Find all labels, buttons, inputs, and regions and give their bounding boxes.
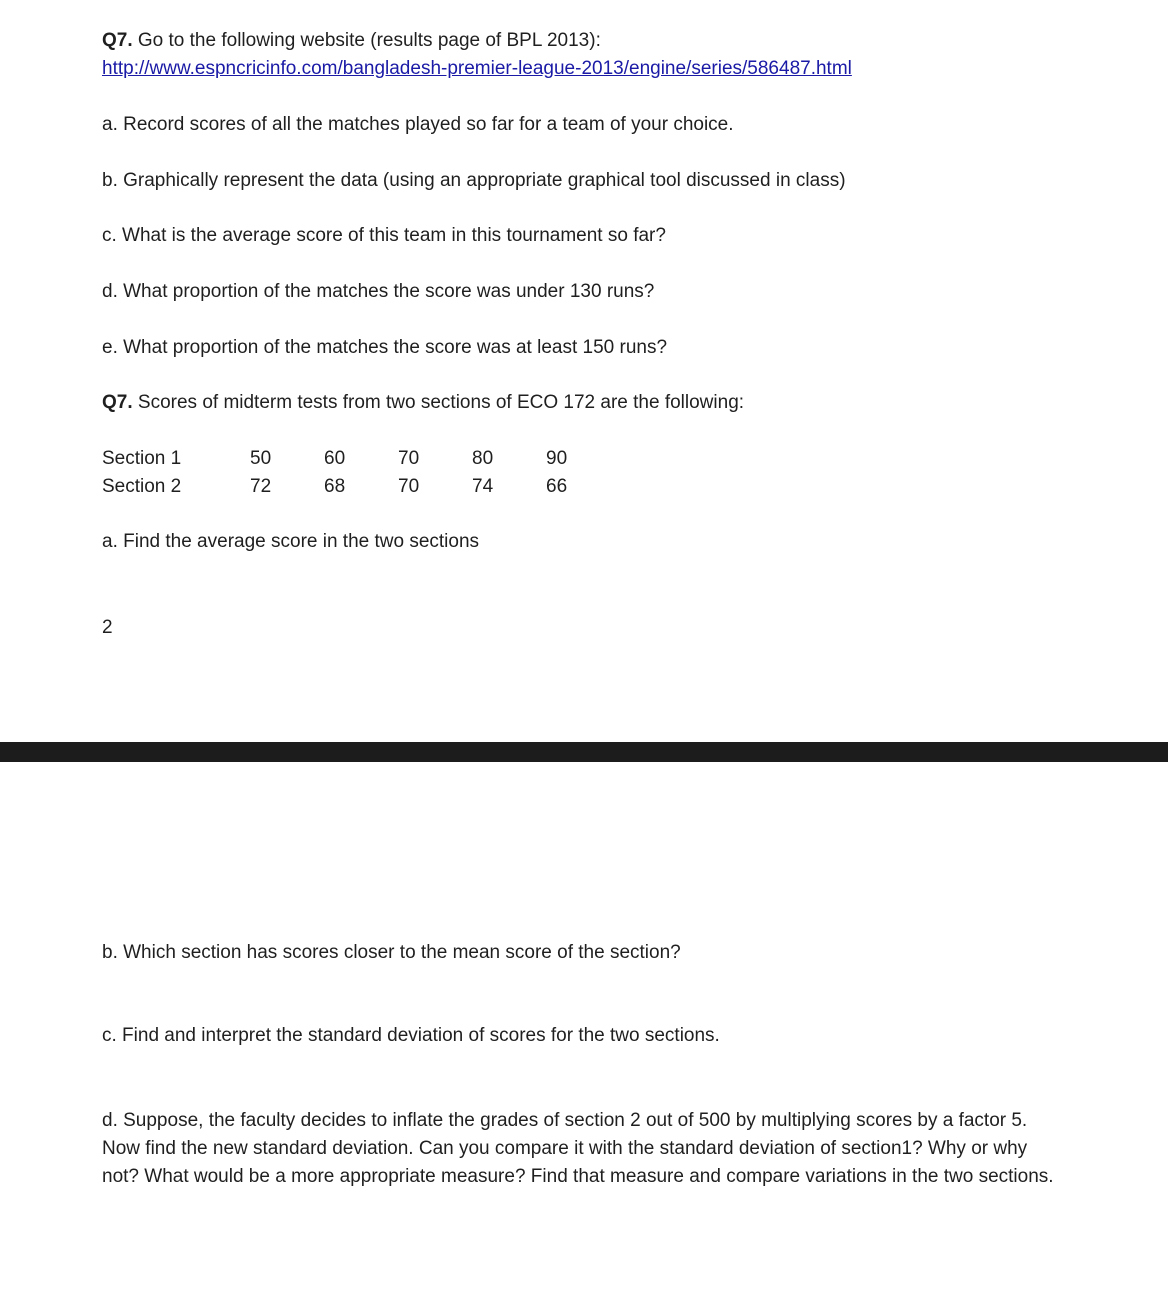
question-part-b: b. Which section has scores closer to the mean score of the section? [102, 942, 681, 963]
score-cell: 80 [472, 448, 494, 469]
score-cell: 66 [546, 476, 568, 497]
question-part-a: a. Record scores of all the matches played so far for a team of your choice. [102, 114, 734, 135]
question-number: Q7. [102, 30, 133, 51]
question-7b-heading [102, 392, 744, 414]
score-cell: 72 [250, 476, 272, 497]
table-row [102, 476, 620, 504]
row-label: Section 1 [102, 448, 182, 469]
score-cell: 50 [250, 448, 272, 469]
question-part-c: c. Find and interpret the standard deviation of scores for the two sections. [102, 1025, 720, 1046]
question-part-a: a. Find the average score in the two sections [102, 531, 480, 552]
question-7-heading [102, 30, 601, 52]
score-cell: 90 [546, 448, 568, 469]
score-cell: 60 [324, 448, 346, 469]
question-number: Q7. [102, 392, 133, 413]
question-part-d: d. What proportion of the matches the score was under 130 runs? [102, 281, 655, 302]
page-number: 2 [102, 617, 113, 638]
question-part-d: d. Suppose, the faculty decides to inflate the grades of section 2 out of 500 by multiplying scores by a factor 5. Now find the new standard deviation. Can you compare it with the standard deviation of section1? Why or why not? What would be a more appropriate measure? Find that measure and compare variations in the two sections. [102, 1110, 1054, 1187]
row-label: Section 2 [102, 476, 182, 497]
section-scores-table [102, 448, 620, 504]
question-part-c: c. What is the average score of this team in this tournament so far? [102, 225, 666, 246]
question-part-e: e. What proportion of the matches the score was at least 150 runs? [102, 337, 668, 358]
score-cell: 74 [472, 476, 494, 497]
score-cell: 70 [398, 476, 420, 497]
table-row [102, 448, 620, 476]
score-cell: 70 [398, 448, 420, 469]
question-intro: Scores of midterm tests from two sections of ECO 172 are the following: [132, 392, 745, 413]
score-cell: 68 [324, 476, 346, 497]
question-intro: Go to the following website (results page of BPL 2013): [132, 30, 601, 51]
question-part-b: b. Graphically represent the data (using an appropriate graphical tool discussed in class) [102, 170, 846, 191]
page-break-bar [0, 742, 1168, 762]
bpl-results-link[interactable]: http://www.espncricinfo.com/bangladesh-premier-league-2013/engine/series/586487.html [102, 58, 852, 79]
